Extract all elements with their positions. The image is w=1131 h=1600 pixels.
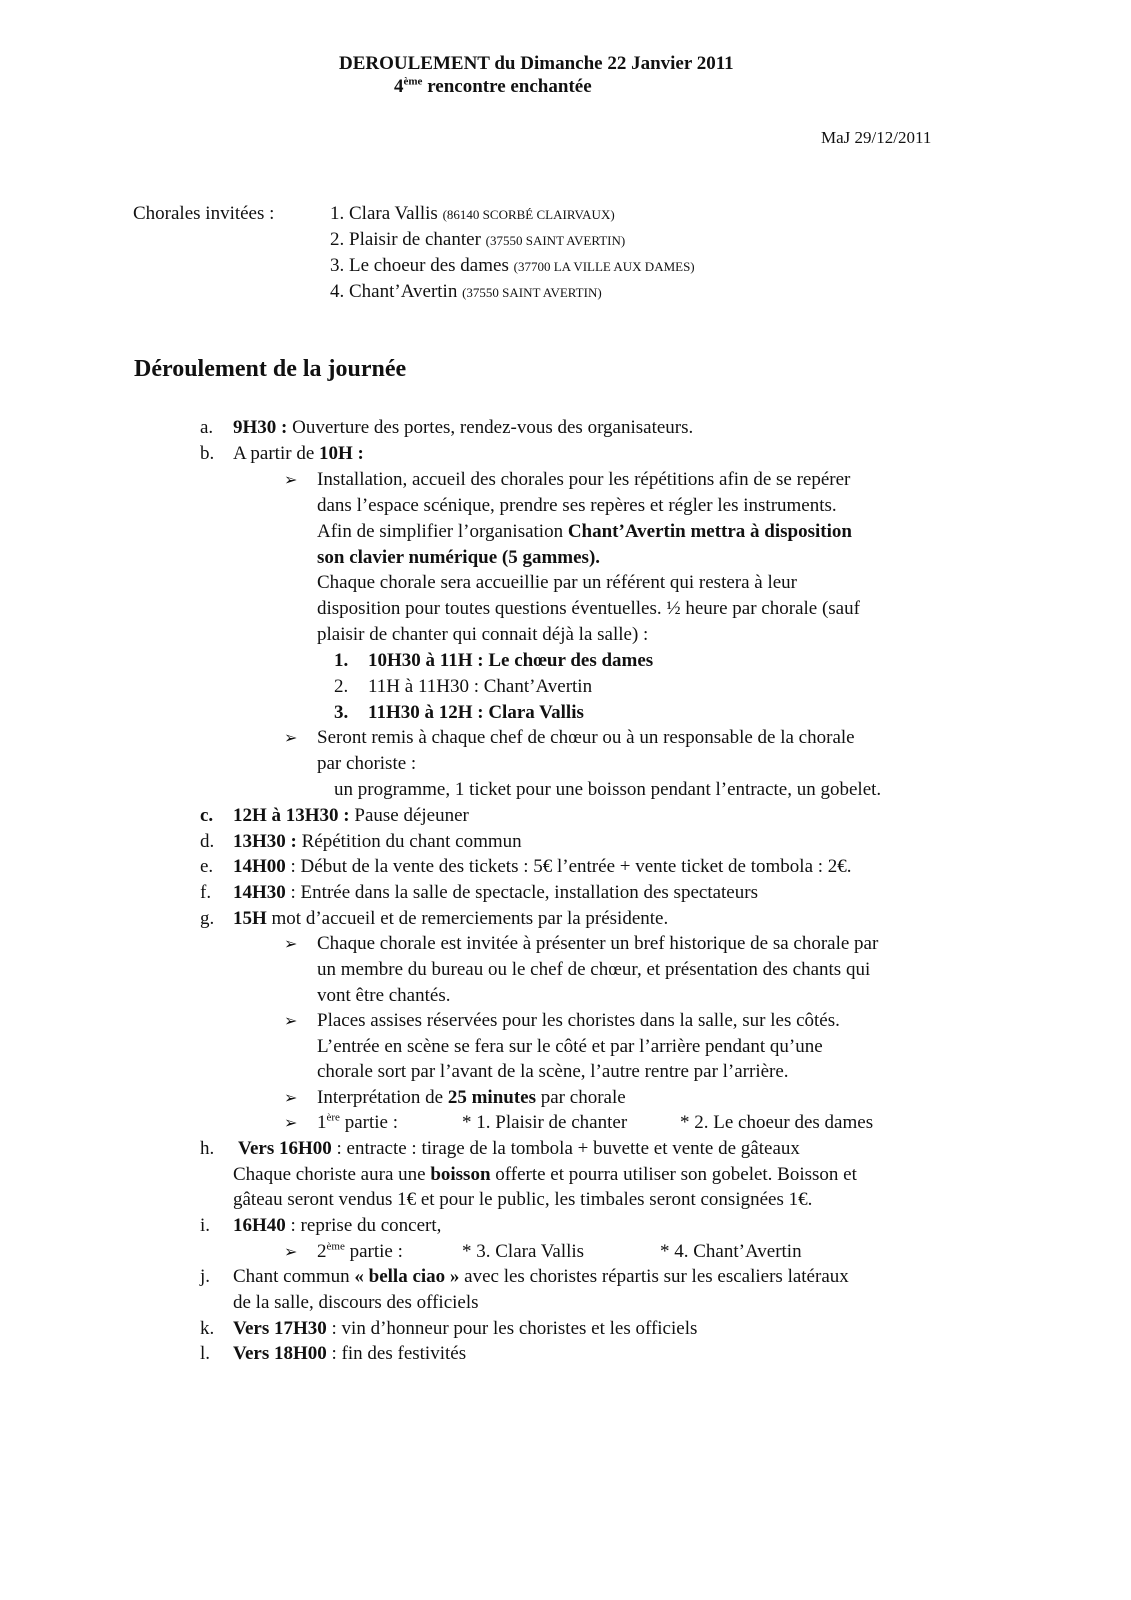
- section-heading: Déroulement de la journée: [134, 356, 407, 382]
- schedule-item: Vers 17H30 : vin d’honneur pour les choristes et les officiels: [233, 1318, 698, 1339]
- document-subtitle: 4ème rencontre enchantée: [394, 75, 592, 97]
- list-marker: e.: [200, 856, 214, 877]
- arrow-bullet-icon: ➢: [284, 934, 298, 953]
- paragraph-line: par choriste :: [317, 753, 417, 774]
- slot-text: 11H30 à 12H : Clara Vallis: [368, 702, 584, 723]
- slot-number: 1.: [334, 650, 349, 671]
- part-label: 2ème partie :: [317, 1240, 403, 1262]
- choir-item: 4. Chant’Avertin (37550 SAINT AVERTIN): [330, 281, 602, 302]
- arrow-bullet-icon: ➢: [284, 1011, 298, 1030]
- list-marker: h.: [200, 1138, 215, 1159]
- paragraph-line: vont être chantés.: [317, 985, 451, 1006]
- paragraph-line: Afin de simplifier l’organisation Chant’Avertin mettra à disposition: [317, 521, 852, 542]
- update-date: MaJ 29/12/2011: [821, 128, 932, 147]
- part-label: 1ère partie :: [317, 1111, 398, 1133]
- paragraph-line: Chaque chorale est invitée à présenter un bref historique de sa chorale par: [317, 933, 879, 954]
- list-marker: j.: [200, 1266, 211, 1287]
- paragraph-line: plaisir de chanter qui connait déjà la salle) :: [317, 624, 649, 645]
- paragraph-line: Chaque chorale sera accueillie par un référent qui restera à leur: [317, 572, 798, 593]
- document-title: DEROULEMENT du Dimanche 22 Janvier 2011: [339, 53, 734, 74]
- choir-item: 3. Le choeur des dames (37700 LA VILLE AUX DAMES): [330, 255, 695, 276]
- list-marker: d.: [200, 831, 215, 852]
- schedule-item: 13H30 : Répétition du chant commun: [233, 831, 522, 852]
- paragraph-line: disposition pour toutes questions éventuelles. ½ heure par chorale (sauf: [317, 598, 860, 619]
- schedule-item: Vers 16H00 : entracte : tirage de la tombola + buvette et vente de gâteaux: [238, 1138, 800, 1159]
- slot-text: 11H à 11H30 : Chant’Avertin: [368, 676, 593, 697]
- choirs-label: Chorales invitées :: [133, 203, 275, 224]
- choir-item: 1. Clara Vallis (86140 SCORBÉ CLAIRVAUX): [330, 203, 615, 224]
- paragraph-line: L’entrée en scène se fera sur le côté et par l’arrière pendant qu’une: [317, 1036, 823, 1057]
- schedule-item: 9H30 : Ouverture des portes, rendez-vous des organisateurs.: [233, 417, 694, 438]
- schedule-item: A partir de 10H :: [233, 443, 364, 464]
- arrow-bullet-icon: ➢: [284, 1088, 298, 1107]
- arrow-bullet-icon: ➢: [284, 1113, 298, 1132]
- paragraph-line: Interprétation de 25 minutes par chorale: [317, 1087, 626, 1108]
- schedule-item: Vers 18H00 : fin des festivités: [233, 1343, 467, 1364]
- paragraph-line: un membre du bureau ou le chef de chœur, et présentation des chants qui: [317, 959, 871, 980]
- paragraph-line: de la salle, discours des officiels: [233, 1292, 479, 1313]
- schedule-item: 12H à 13H30 : Pause déjeuner: [233, 805, 469, 826]
- slot-number: 2.: [334, 676, 349, 697]
- schedule-item: 14H00 : Début de la vente des tickets : 5€ l’entrée + vente ticket de tombola : 2€.: [233, 856, 852, 877]
- list-marker: l.: [200, 1343, 211, 1364]
- paragraph-line: dans l’espace scénique, prendre ses repères et régler les instruments.: [317, 495, 837, 516]
- list-marker: k.: [200, 1318, 215, 1339]
- list-marker: a.: [200, 417, 214, 438]
- paragraph-line: chorale sort par l’avant de la scène, l’autre rentre par l’arrière.: [317, 1061, 789, 1082]
- part-item: * 1. Plaisir de chanter: [462, 1112, 628, 1133]
- list-marker: c.: [200, 805, 214, 826]
- list-marker: g.: [200, 908, 215, 929]
- list-marker: i.: [200, 1215, 211, 1236]
- paragraph-line: Chaque choriste aura une boisson offerte et pourra utiliser son gobelet. Boisson et: [233, 1164, 857, 1185]
- slot-number: 3.: [334, 702, 349, 723]
- arrow-bullet-icon: ➢: [284, 1242, 298, 1261]
- part-item: * 4. Chant’Avertin: [660, 1241, 802, 1262]
- paragraph-line: son clavier numérique (5 gammes).: [317, 547, 601, 568]
- paragraph-line: un programme, 1 ticket pour une boisson pendant l’entracte, un gobelet.: [334, 779, 882, 800]
- paragraph-line: Seront remis à chaque chef de chœur ou à un responsable de la chorale: [317, 727, 855, 748]
- schedule-item: 15H mot d’accueil et de remerciements par la présidente.: [233, 908, 669, 929]
- arrow-bullet-icon: ➢: [284, 728, 298, 747]
- paragraph-line: Installation, accueil des chorales pour les répétitions afin de se repérer: [317, 469, 851, 490]
- paragraph-line: Places assises réservées pour les choristes dans la salle, sur les côtés.: [317, 1010, 840, 1031]
- schedule-item: 14H30 : Entrée dans la salle de spectacle, installation des spectateurs: [233, 882, 758, 903]
- list-marker: f.: [200, 882, 212, 903]
- paragraph-line: gâteau seront vendus 1€ et pour le public, les timbales seront consignées 1€.: [233, 1189, 813, 1210]
- choir-item: 2. Plaisir de chanter (37550 SAINT AVERTIN): [330, 229, 626, 250]
- schedule-item: 16H40 : reprise du concert,: [233, 1215, 442, 1236]
- part-item: * 2. Le choeur des dames: [680, 1112, 874, 1133]
- list-marker: b.: [200, 443, 215, 464]
- schedule-item: Chant commun « bella ciao » avec les choristes répartis sur les escaliers latéraux: [233, 1266, 849, 1287]
- arrow-bullet-icon: ➢: [284, 470, 298, 489]
- part-item: * 3. Clara Vallis: [462, 1241, 585, 1262]
- slot-text: 10H30 à 11H : Le chœur des dames: [368, 650, 654, 671]
